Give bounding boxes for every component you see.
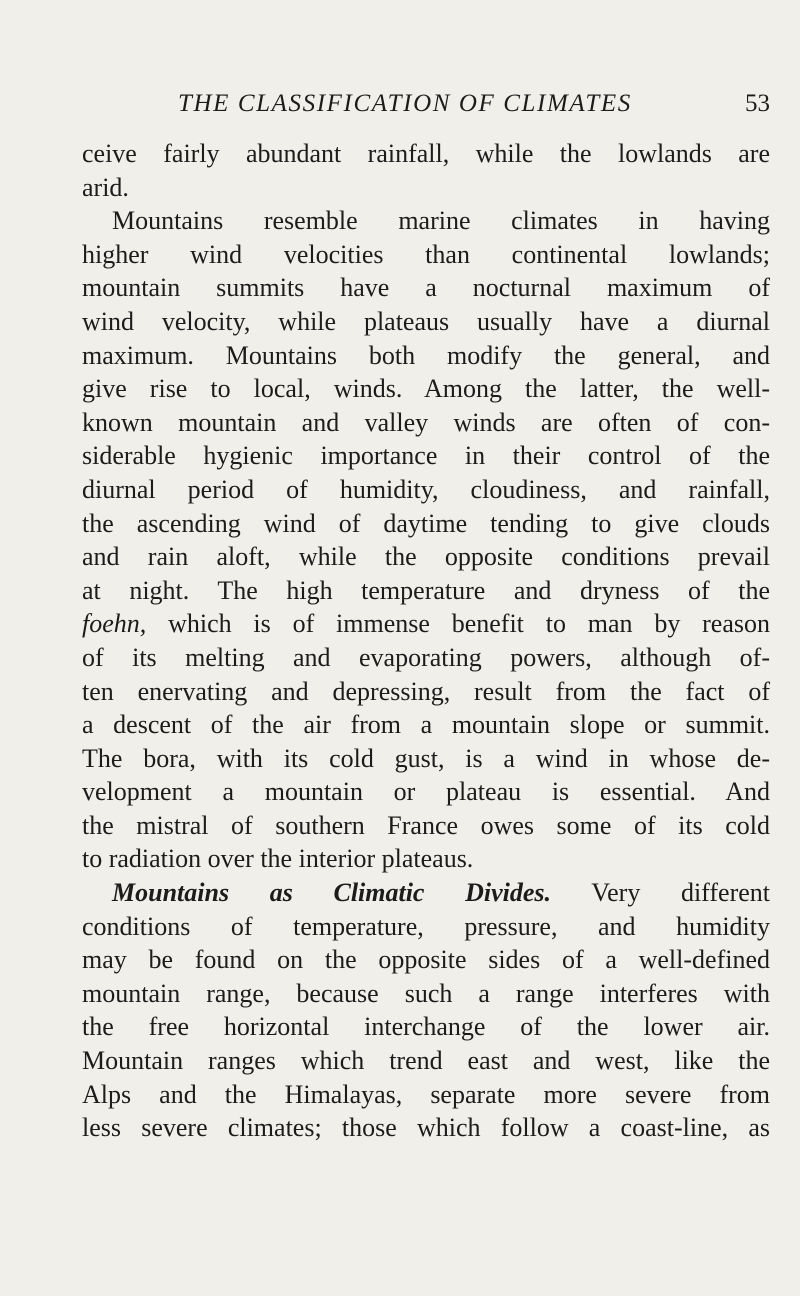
text-segment: higher wind velocities than continental lowlands; (82, 239, 770, 269)
text-segment: ceive fairly abundant rainfall, while the lowlands are (82, 139, 770, 168)
text-segment: which is of immense benefit to man by reason (146, 609, 770, 639)
text-segment: siderable hygienic importance in their control of the (82, 441, 770, 471)
text-segment: wind velocity, while plateaus usually have a diurnal (82, 306, 770, 336)
text-line (82, 305, 770, 339)
text-line (82, 406, 770, 440)
text-segment: a descent of the air from a mountain slope or summit. (82, 710, 770, 740)
text-segment: ten enervating and depressing, result from the fact of (82, 676, 770, 706)
text-line (82, 742, 770, 776)
text-line (82, 574, 770, 608)
italic-term: foehn, (82, 609, 147, 639)
running-title: THE CLASSIFICATION OF CLIMATES (178, 90, 632, 117)
text-segment: maximum. Mountains both modify the general, and (82, 340, 770, 370)
text-segment: conditions of temperature, pressure, and humidity (82, 911, 770, 941)
text-line (82, 910, 770, 944)
text-segment: arid. (82, 172, 129, 202)
text-segment: mountain summits have a nocturnal maximum of (82, 273, 770, 303)
text-line (82, 809, 770, 843)
text-segment: may be found on the opposite sides of a well-defined (82, 945, 770, 975)
text-line (82, 1010, 770, 1044)
text-line (82, 507, 770, 541)
text-segment: the mistral of southern France owes some of its cold (82, 810, 770, 840)
text-line (82, 204, 770, 238)
text-segment: the ascending wind of daytime tending to give clouds (82, 508, 770, 538)
text-line (82, 876, 770, 910)
text-line (82, 540, 770, 574)
text-line (82, 977, 770, 1011)
text-line (82, 171, 770, 205)
text-segment: and rain aloft, while the opposite conditions prevail (82, 542, 770, 572)
text-segment: of its melting and evaporating powers, although of- (82, 642, 770, 672)
text-line (82, 708, 770, 742)
text-line (82, 372, 770, 406)
text-segment: mountain range, because such a range interferes with (82, 978, 770, 1008)
text-line (82, 1078, 770, 1112)
text-line (82, 943, 770, 977)
text-segment: less severe climates; those which follow a coast-line, as (82, 1113, 770, 1143)
text-segment: diurnal period of humidity, cloudiness, and rainfall, (82, 474, 770, 504)
body-text (82, 137, 770, 1145)
text-line (82, 439, 770, 473)
text-line (82, 1111, 770, 1145)
text-line (82, 137, 770, 171)
text-segment: known mountain and valley winds are often of con- (82, 407, 770, 437)
text-line (82, 271, 770, 305)
text-segment: Very different (551, 878, 770, 908)
text-line (82, 473, 770, 507)
text-segment: to radiation over the interior plateaus. (82, 844, 474, 874)
running-head (82, 90, 770, 120)
text-segment: Mountains resemble marine climates in having (112, 206, 770, 236)
text-segment: at night. The high temperature and dryness of the (82, 575, 770, 605)
text-line (82, 842, 770, 876)
text-segment: Mountain ranges which trend east and west, like the (82, 1046, 770, 1076)
text-segment: the free horizontal interchange of the lower air. (82, 1012, 770, 1042)
text-segment: The bora, with its cold gust, is a wind in whose de- (82, 743, 770, 773)
text-line (82, 641, 770, 675)
text-line (82, 1044, 770, 1078)
text-line (82, 339, 770, 373)
text-line (82, 775, 770, 809)
text-segment: velopment a mountain or plateau is essential. And (82, 777, 770, 807)
text-segment: Alps and the Himalayas, separate more severe from (82, 1079, 770, 1109)
text-line (82, 607, 770, 641)
section-heading: Mountains as Climatic Divides. (112, 878, 552, 908)
text-line (82, 675, 770, 709)
text-line (82, 238, 770, 272)
page-number: 53 (745, 90, 770, 117)
text-segment: give rise to local, winds. Among the latter, the well- (82, 374, 770, 404)
